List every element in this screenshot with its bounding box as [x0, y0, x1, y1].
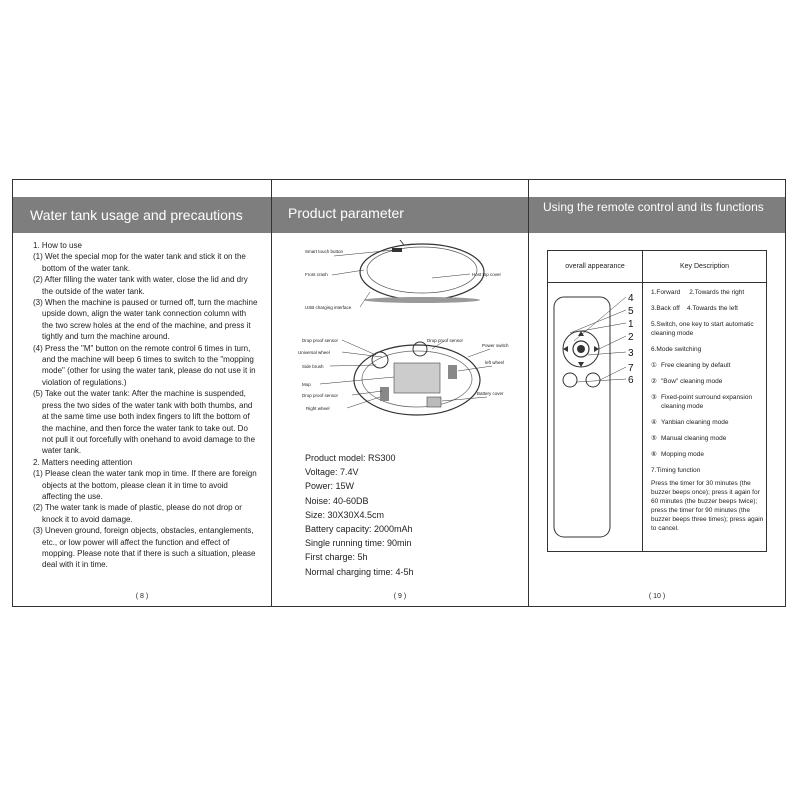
mode-item: ② "Bow" cleaning mode: [651, 378, 723, 385]
robot-top-diagram: [272, 240, 529, 330]
page-8: [13, 180, 271, 606]
label-front-crash: Front crash: [305, 272, 328, 277]
label-right-wheel: Right wheel: [306, 406, 330, 411]
mode-item: ③ Fixed-point surround expansion cleaning mode: [651, 394, 753, 410]
robot-top-shadow: [364, 297, 480, 303]
mode-item: ④ Yanbian cleaning mode: [651, 419, 729, 426]
callout-number: 1: [628, 319, 634, 330]
text-line: (2) After filling the water tank with water, close the lid and dry the outside of the water tank.: [33, 275, 248, 296]
text-line: (5) Take out the water tank: After the machine is suspended, press the two sides of the water tank with both thumbs, and at the same time use both index fingers to lift the bottom of the machine, and then force the water tank to take out. Do not pull it out forcefully with onehand to avoid damage to the water tank.: [33, 389, 256, 456]
label-host-top-cover: Host top cover: [472, 272, 502, 277]
param-line: Power: 15W: [305, 481, 355, 492]
param-line: Single running time: 90min: [305, 538, 412, 549]
text-line: (3) When the machine is paused or turned off, turn the machine upside down, align the water tank connection column with the two screw holes at the end of the machine, and press it tightly and turn the machine around.: [33, 298, 258, 342]
text-line: (1) Please clean the water tank mop in time. If there are foreign objects at the bottom, please clean it in time to avoid affecting the use.: [33, 469, 257, 501]
page-10-title-bar: [529, 197, 785, 233]
page-number: ( 8 ): [135, 593, 149, 600]
key-forward: 1.Forward: [651, 289, 681, 296]
side-brush-icon: [400, 240, 404, 245]
col-header-appearance: overall appearance: [565, 263, 625, 270]
label-power-switch: Power switch: [482, 343, 509, 348]
mode-item: ⑥ Mopping mode: [651, 451, 704, 458]
table-divider: [642, 251, 643, 551]
page-8-title-bar: [13, 197, 271, 233]
label-universal-wheel: Universal wheel: [298, 350, 330, 355]
param-line: Size: 30X30X4.5cm: [305, 509, 385, 520]
label-drop-proof-sensor: Drop proof sensor: [302, 338, 339, 343]
text-line: (1) Wet the special mop for the water tank and stick it on the bottom of the water tank.: [33, 252, 246, 273]
label-smart-touch: Smart touch button: [305, 249, 344, 254]
page-number: ( 10 ): [648, 593, 666, 600]
text-line: (3) Uneven ground, foreign objects, obstacles, entanglements, etc., or low power will affect the function and effect of mopping. Please note that if there is such a situation, please deal with it in time.: [33, 526, 256, 570]
label-side-brush: Side brush: [302, 364, 324, 369]
leader-line: [468, 349, 490, 357]
battery-cover-icon: [427, 397, 441, 407]
left-wheel-icon: [448, 365, 457, 379]
mode-switching-title: 6.Mode switching: [651, 346, 702, 353]
param-line: Battery capacity: 2000mAh: [305, 524, 413, 535]
text-line: (4) Press the "M" button on the remote control 6 times in turn, and the machine will beep 6 times to switch to the "mopping mode" (other for using the water tank, please do not use it in violation of regulations.): [33, 343, 256, 387]
param-line: Product model: RS300: [305, 453, 396, 463]
mode-button-icon: [563, 373, 577, 387]
key-row: [651, 304, 766, 313]
page-8-title: Water tank usage and precautions: [30, 207, 243, 223]
robot-top-body: [360, 244, 484, 300]
timing-title: 7.Timing function: [651, 467, 701, 474]
page-10: [528, 180, 785, 606]
page-10-title: Using the remote control and its functions: [543, 200, 764, 214]
param-line: Normal charging time: 4-5h: [305, 566, 414, 577]
mode-item: ⑤ Manual cleaning mode: [651, 435, 727, 442]
col-header-key-description: Key Description: [679, 263, 730, 270]
key-left: 4.Towards the left: [687, 305, 738, 312]
timing-text: Press the timer for 30 minutes (the buzzer beeps once); press it again for 60 minutes (the buzzer beeps twice); press the timer for 90 minutes (the buzzer beeps three times); press again to cancel.: [651, 480, 764, 532]
remote-control-diagram: [548, 283, 642, 543]
label-drop-proof-sensor-2: Drop proof sensor: [302, 393, 339, 398]
page-number: ( 9 ): [393, 593, 407, 600]
center-dot: [577, 345, 585, 353]
callout-number: 3: [628, 348, 634, 359]
key-back: 3.Back off: [651, 305, 680, 312]
product-parameters: [305, 451, 414, 579]
callout-number: 5: [628, 306, 634, 317]
text-line: 1. How to use: [33, 241, 82, 250]
page-9-title: Product parameter: [288, 205, 404, 221]
mop-pad-icon: [394, 363, 440, 393]
key-switch: 5.Switch, one key to start automatic cleaning mode: [651, 321, 754, 337]
callout-number: 4: [628, 293, 634, 304]
page-9: [271, 180, 528, 606]
page-9-title-bar: [272, 197, 528, 233]
label-left-wheel: left wheel: [485, 360, 505, 365]
param-line: Noise: 40-60DB: [305, 495, 369, 506]
robot-bottom-diagram: [272, 335, 529, 435]
callout-number: 6: [628, 375, 634, 386]
text-line: 2. Matters needing attention: [33, 457, 133, 467]
leader-line: [332, 270, 364, 275]
param-line: Voltage: 7.4V: [305, 467, 359, 478]
manual-spread: [12, 179, 786, 607]
label-drop-proof-sensor-right: Drop proof sensor: [427, 338, 464, 343]
label-battery-cover: Battery cover: [477, 391, 504, 396]
callout-number: 2: [628, 332, 634, 343]
key-row: [651, 288, 766, 297]
key-right: 2.Towards the right: [689, 289, 745, 296]
remote-table: [547, 250, 767, 552]
callout-number: 7: [628, 363, 634, 374]
page-8-body: [33, 240, 258, 571]
key-descriptions: [651, 288, 766, 533]
label-mop: Mop: [302, 382, 311, 387]
text-line: (2) The water tank is made of plastic, please do not drop or knock it to avoid damage.: [33, 503, 242, 524]
param-line: First charge: 5h: [305, 552, 368, 563]
right-wheel-icon: [380, 387, 389, 401]
label-usb-interface: USB charging interface: [305, 305, 352, 310]
timer-button-icon: [586, 373, 600, 387]
mode-item: ① Free cleaning by default: [651, 362, 731, 369]
